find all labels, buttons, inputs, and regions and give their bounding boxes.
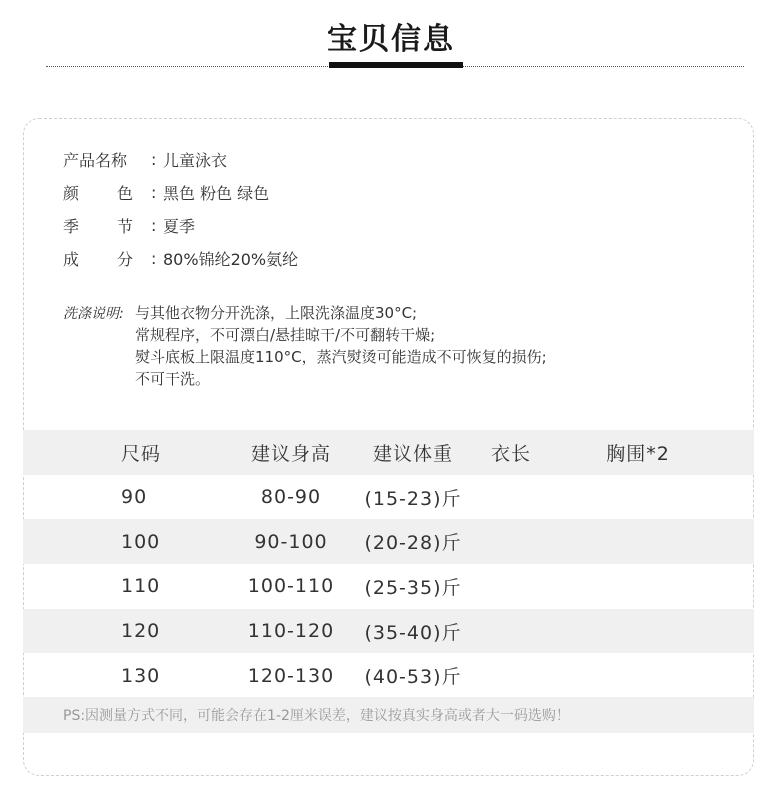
care-text: 与其他衣物分开洗涤，上限洗涤温度30°C; <box>135 304 418 322</box>
attr-row-season <box>63 213 195 237</box>
table-cell: 80-90 <box>260 486 322 509</box>
attr-label-color: 颜 色 <box>63 183 133 203</box>
table-cell: (20-28)斤 <box>364 532 462 555</box>
ps-note: PS:因测量方式不同，可能会存在1-2厘米误差，建议按真实身高或者大一码选购！ <box>23 697 754 733</box>
care-line <box>63 346 547 368</box>
page-title: 宝贝信息 <box>327 22 455 57</box>
table-cell: 110 <box>121 575 161 598</box>
table-row <box>23 519 754 564</box>
header-cell: 尺码 <box>121 442 162 465</box>
table-row <box>23 564 754 609</box>
size-table <box>23 430 754 698</box>
header-cell: 衣长 <box>490 442 531 465</box>
table-row <box>23 609 754 654</box>
table-cell: 90 <box>121 486 148 509</box>
care-label: 洗涤说明: <box>63 306 124 322</box>
table-row <box>23 475 754 520</box>
table-row <box>23 653 754 698</box>
attr-colon: : <box>151 182 157 202</box>
care-text: 常规程序，不可漂白/悬挂晾干/不可翻转干燥; <box>135 326 436 344</box>
care-text: 熨斗底板上限温度110°C，蒸汽熨烫可能造成不可恢复的损伤; <box>135 348 547 366</box>
care-line <box>63 368 547 390</box>
table-cell: (25-35)斤 <box>364 576 462 599</box>
attr-row-material <box>63 246 298 270</box>
attr-value-name: 儿童泳衣 <box>163 150 228 170</box>
table-cell: 120-130 <box>247 664 335 687</box>
table-cell: (40-53)斤 <box>364 666 462 689</box>
attr-colon: : <box>151 215 157 235</box>
attr-row-color <box>63 180 269 204</box>
attr-colon: : <box>151 248 157 268</box>
table-cell: 120 <box>121 620 161 643</box>
header-cell: 胸围*2 <box>606 442 670 465</box>
attr-label-season: 季 节 <box>63 216 133 236</box>
header-cell: 建议身高 <box>250 442 331 465</box>
table-cell: (15-23)斤 <box>364 487 462 510</box>
attr-value-color: 黑色 粉色 绿色 <box>163 183 270 203</box>
table-cell: 100-110 <box>247 575 335 598</box>
attr-row-name <box>63 147 227 171</box>
care-line <box>63 324 547 346</box>
care-text: 不可干洗。 <box>135 370 211 388</box>
attr-label-material: 成 分 <box>63 249 133 269</box>
attr-value-material: 80%锦纶20%氨纶 <box>163 249 299 269</box>
attr-label-name: 产品名称 <box>63 150 128 170</box>
attr-value-season: 夏季 <box>163 216 196 236</box>
table-cell: 90-100 <box>254 530 328 553</box>
attr-colon: : <box>151 149 157 169</box>
title-underline-bar <box>329 62 463 68</box>
table-cell: 110-120 <box>247 620 335 643</box>
table-cell: 100 <box>121 530 161 553</box>
care-instructions <box>63 302 547 390</box>
header-cell: 建议体重 <box>372 442 453 465</box>
care-line <box>63 302 547 324</box>
table-cell: 130 <box>121 664 161 687</box>
table-cell: (35-40)斤 <box>364 621 462 644</box>
size-table-header <box>23 430 754 475</box>
